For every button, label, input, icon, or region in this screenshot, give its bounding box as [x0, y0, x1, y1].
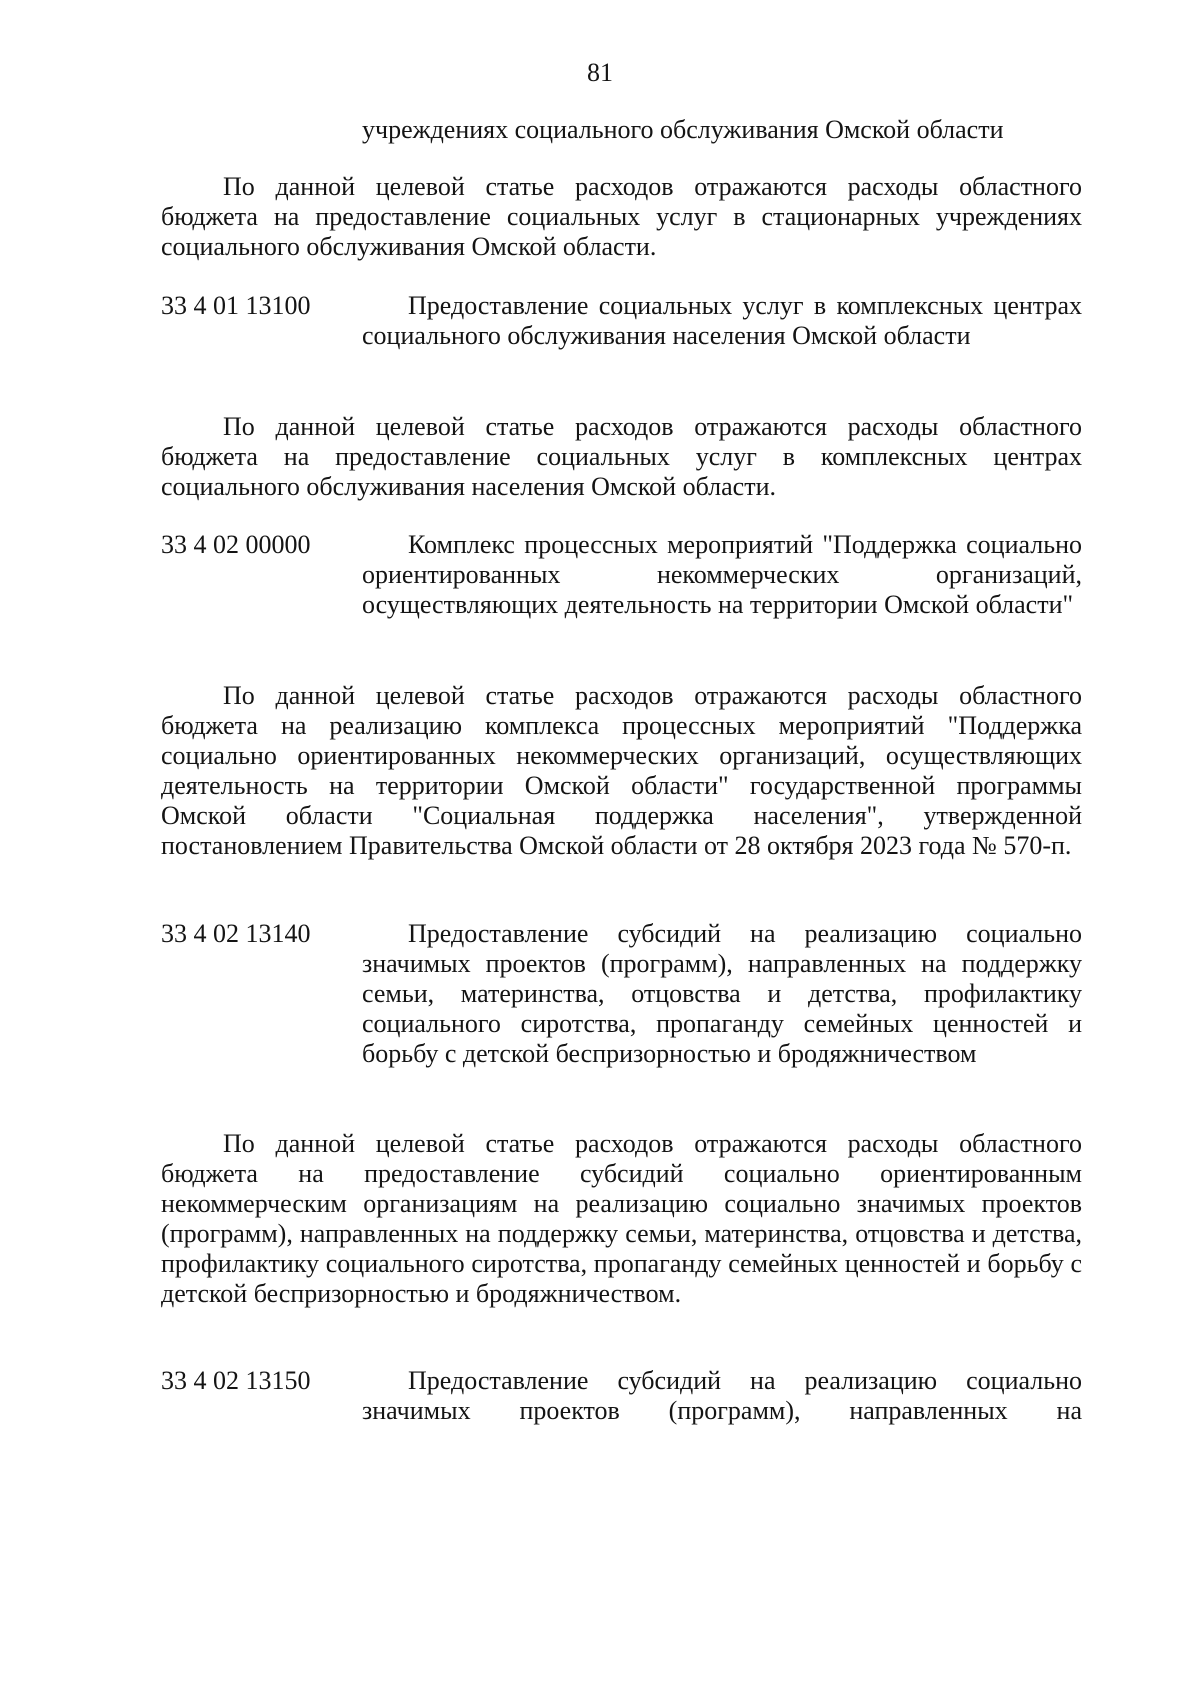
- entry-title: Комплекс процессных мероприятий "Поддержка социально ориентированных некоммерческих организаций, осуществляющих деятельность на территории Омской области": [362, 530, 1082, 619]
- entry-title: Предоставление субсидий на реализацию социально значимых проектов (программ), направленных на: [362, 1366, 1082, 1425]
- description-paragraph: По данной целевой статье расходов отражаются расходы областного бюджета на предоставление социальных услуг в комплексных центрах социального обслуживания населения Омской области.: [161, 412, 1082, 501]
- budget-code: 33 4 02 13140: [161, 919, 311, 948]
- description-paragraph: По данной целевой статье расходов отражаются расходы областного бюджета на реализацию комплекса процессных мероприятий "Поддержка социально ориентированных некоммерческих организаций, осуществляющих деятельность на территории Омской области" государственной программы Омской области "Социальная поддержка населения", утвержденной постановлением Правительства Омской области от 28 октября 2023 года № 570-п.: [161, 681, 1082, 860]
- entry-title: Предоставление субсидий на реализацию социально значимых проектов (программ), направленных на поддержку семьи, материнства, отцовства и детства, профилактику социального сиротства, пропаганду семейных ценностей и борьбу с детской беспризорностью и бродяжничеством: [362, 919, 1082, 1068]
- entry-title: Предоставление социальных услуг в комплексных центрах социального обслуживания населения Омской области: [362, 291, 1082, 350]
- description-paragraph: По данной целевой статье расходов отражаются расходы областного бюджета на предоставление субсидий социально ориентированным некоммерческим организациям на реализацию социально значимых проектов (программ), направленных на поддержку семьи, материнства, отцовства и детства, профилактику социального сиротства, пропаганду семейных ценностей и борьбу с детской беспризорностью и бродяжничеством.: [161, 1129, 1082, 1308]
- budget-code: 33 4 02 00000: [161, 530, 311, 559]
- budget-code: 33 4 01 13100: [161, 291, 311, 320]
- description-paragraph: По данной целевой статье расходов отражаются расходы областного бюджета на предоставление социальных услуг в стационарных учреждениях социального обслуживания Омской области.: [161, 172, 1082, 261]
- heading-continuation: учреждениях социального обслуживания Омской области: [362, 115, 1004, 144]
- page-number: 81: [587, 58, 613, 87]
- budget-code: 33 4 02 13150: [161, 1366, 311, 1395]
